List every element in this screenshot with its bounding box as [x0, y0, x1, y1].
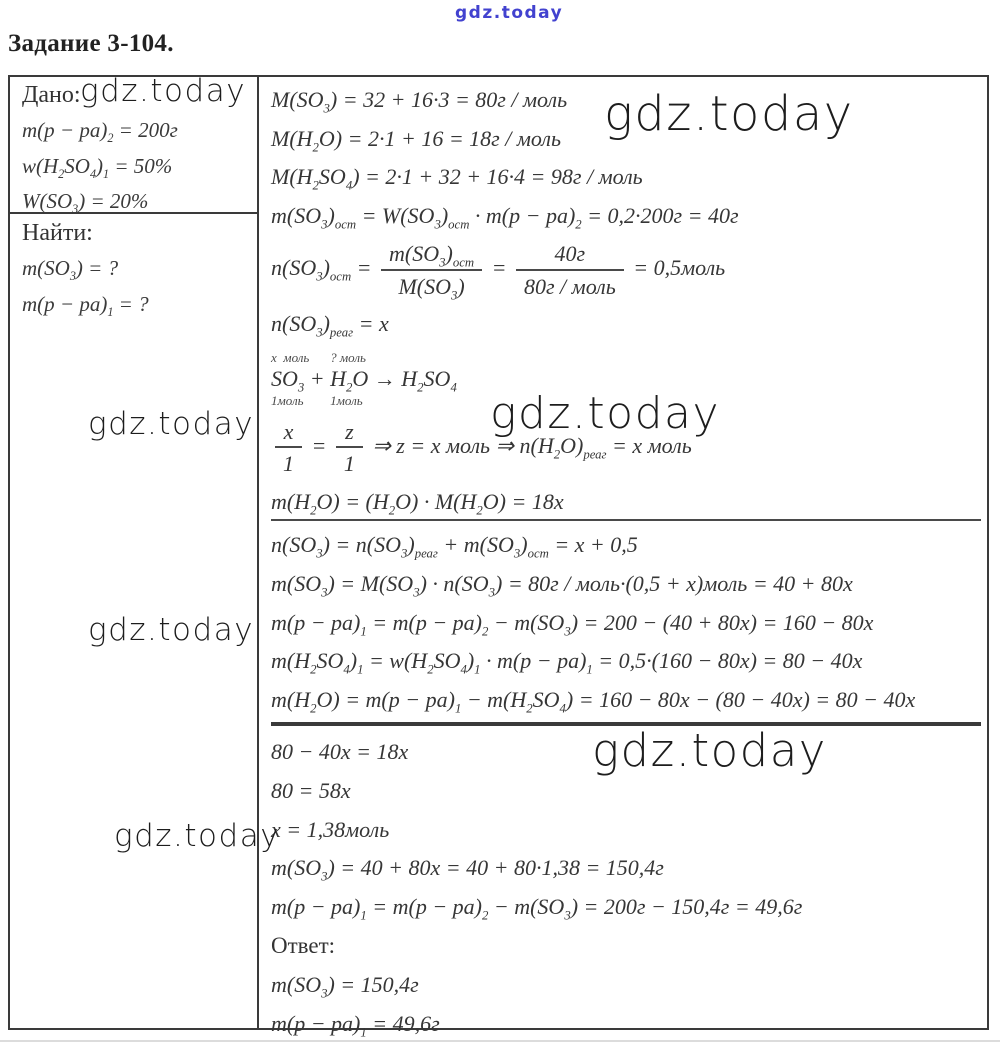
- subscript: 4: [559, 701, 566, 716]
- formula-text: $n(SO_3)_{реаг} = x$: [271, 311, 389, 340]
- formula-text: 80г / моль: [523, 273, 616, 299]
- subscript: 1: [107, 304, 114, 319]
- formula-text: $w(H_2SO_4)_1 = 50\%$: [22, 153, 173, 181]
- moles-label-below: 1моль: [330, 392, 363, 408]
- formula-text: 40г: [554, 241, 586, 267]
- subscript: 2: [526, 701, 533, 716]
- moles-label-below: 1моль: [271, 392, 304, 408]
- formula-text: $m(p - pa)_1$ = ?: [22, 291, 149, 319]
- formula-text: $m(SO_3) = 150,4г$: [271, 972, 419, 1001]
- subscript: 3: [450, 288, 458, 303]
- find-section: [10, 214, 257, 317]
- formula-text: → $H_2SO_4$: [368, 366, 457, 395]
- reaction-term: [271, 350, 330, 409]
- formula-text: $W(SO_3) = 20\%$: [22, 188, 149, 217]
- formula-text: = 0,5моль: [627, 255, 726, 281]
- formula-line: [271, 609, 981, 638]
- subscript: 1: [360, 908, 367, 923]
- subscript: ост: [527, 546, 549, 561]
- reaction-term-formula: [330, 366, 369, 395]
- subscript: 2: [310, 503, 317, 518]
- subscript: 3: [321, 869, 328, 884]
- formula-line: [271, 488, 981, 522]
- fraction-numerator: [336, 418, 363, 449]
- formula-line: [271, 893, 981, 922]
- formula-line: [271, 418, 981, 478]
- formula-text: 1: [343, 451, 355, 477]
- subscript: 3: [321, 217, 328, 232]
- formula-text: $SO_3$ +: [271, 366, 331, 395]
- formula-text: $m(H_2O) = m(p - pa)_1 - m(H_2SO_4) = 160 - 80x - (80 - 40x) = 80 - 40x$: [271, 686, 916, 716]
- subscript: 3: [564, 908, 571, 923]
- fraction-denominator: [516, 271, 624, 301]
- fraction-denominator: [381, 271, 482, 301]
- subscript: 3: [69, 269, 76, 284]
- formula-line: [271, 931, 981, 961]
- formula-line: [271, 570, 981, 599]
- subscript: 3: [316, 325, 323, 340]
- given-lines: [22, 108, 247, 217]
- formula-text: $M(SO_3)$: [398, 273, 465, 303]
- subscript: 3: [400, 546, 408, 561]
- page-title: Задание 3-104.: [8, 30, 174, 57]
- formula-text: x = 1,38моль: [271, 816, 390, 842]
- watermark-text: gdz.today: [88, 612, 255, 648]
- formula-text: $M(H_2O) = 2\cdot 1 + 16 = 18г$ / моль: [271, 125, 561, 154]
- subscript: 2: [58, 166, 65, 181]
- subscript: 3: [513, 546, 521, 561]
- formula-line: [22, 291, 247, 317]
- fraction: [336, 418, 363, 478]
- formula-line: [271, 86, 981, 115]
- watermark-text: gdz.today: [114, 818, 281, 854]
- given-label: Дано:: [22, 82, 81, 108]
- formula-text: $m(SO_3)$ = ?: [22, 256, 119, 284]
- formula-text: 80 = 58x: [271, 778, 351, 804]
- formula-text: z: [345, 418, 354, 444]
- scan-shadow-line: [0, 1040, 1000, 1042]
- double-rule: [271, 722, 981, 726]
- left-column: [10, 77, 259, 1028]
- subscript: 1: [360, 624, 367, 639]
- formula-text: $M(SO_3) = 32 + 16\cdot 3 = 80г$ / моль: [271, 87, 568, 116]
- formula-line: [271, 647, 981, 676]
- formula-text: $H_2O$: [330, 366, 369, 395]
- formula-line: [271, 202, 981, 231]
- formula-text: ⇒ z = x моль ⇒ $n(H_2O)_{реаг} = x$ моль: [366, 432, 692, 462]
- formula-text: $m(H_2O) = (H_2O) \cdot M(H_2O) = 18x$: [271, 488, 564, 518]
- subscript: 4: [460, 662, 467, 677]
- fraction-numerator: [381, 240, 482, 271]
- formula-text: $m(p - pa)_1 = m(p - pa)_2 - m(SO_3) = 200 - (40 + 80x) = 160 - 80x$: [271, 609, 874, 639]
- formula-line: [271, 531, 981, 560]
- formula-line: [271, 163, 981, 192]
- subscript: 2: [553, 447, 561, 462]
- reaction-term-formula: [271, 366, 331, 395]
- subscript: 4: [89, 166, 97, 181]
- subscript: 2: [575, 217, 582, 232]
- given-section: [10, 77, 257, 217]
- fraction-numerator: [275, 418, 302, 449]
- subscript: 3: [413, 585, 420, 600]
- moles-label-above: x моль: [271, 349, 310, 365]
- formula-text: =: [306, 432, 332, 458]
- reaction-equation: [271, 350, 981, 409]
- moles-label-above: ? моль: [330, 349, 366, 365]
- subscript: 2: [476, 503, 483, 518]
- formula-line: [271, 125, 981, 154]
- subscript: ост: [329, 269, 352, 284]
- subscript: 3: [439, 255, 446, 270]
- formula-text: $m(p - pa)_2 = 200г$: [22, 118, 178, 146]
- formula-text: x: [283, 418, 294, 444]
- formula-text: $m(SO_3)_{ост} = W(SO_3)_{ост} \cdot m(p - pa)_2 = 0,2\cdot 200г = 40г$: [271, 202, 739, 232]
- subscript: 2: [417, 380, 424, 395]
- subscript: 2: [310, 662, 317, 677]
- formula-text: $m(p - pa)_1 = m(p - pa)_2 - m(SO_3) = 200г - 150,4г = 49,6г$: [271, 893, 803, 923]
- subscript: 3: [297, 380, 305, 395]
- subscript: 3: [316, 269, 323, 284]
- watermark-text: gdz.today: [455, 3, 564, 23]
- formula-line: [271, 1010, 981, 1039]
- formula-line: [22, 255, 247, 284]
- formula-line: [271, 738, 981, 767]
- watermark-text: gdz.today: [80, 73, 247, 109]
- formula-line: [271, 971, 981, 1000]
- formula-line: [271, 240, 981, 303]
- subscript: 1: [357, 662, 364, 677]
- subscript: 2: [310, 701, 317, 716]
- formula-line: [271, 310, 981, 339]
- subscript: 4: [450, 380, 457, 395]
- subscript: 4: [345, 178, 353, 193]
- subscript: 3: [321, 986, 328, 1001]
- moles-label-above: [368, 350, 371, 366]
- formula-line: [271, 854, 981, 883]
- fraction: [275, 418, 302, 478]
- subscript: 3: [316, 546, 323, 561]
- subscript: 3: [323, 101, 330, 116]
- solution-column: [259, 77, 987, 1040]
- find-lines: [22, 246, 247, 317]
- watermark-text: gdz.today: [604, 86, 854, 142]
- subscript: 2: [482, 624, 489, 639]
- subscript: 3: [434, 217, 441, 232]
- fraction-numerator: [516, 240, 624, 271]
- subscript: реаг: [583, 447, 607, 462]
- subscript: 2: [482, 908, 489, 923]
- subscript: ост: [334, 217, 357, 232]
- formula-text: $m(SO_3) = 40 + 80x = 40 + 80\cdot 1,38 = 150,4г$: [271, 855, 664, 884]
- formula-line: [271, 816, 981, 845]
- subscript: 3: [564, 624, 571, 639]
- formula-text: $m(H_2SO_4)_1 = w(H_2SO_4)_1 \cdot m(p - pa)_1 = 0,5\cdot(160 - 80x) = 80 - 40x$: [271, 648, 863, 677]
- reaction-term: [368, 350, 457, 409]
- formula-text: 80 − 40x = 18x: [271, 739, 409, 765]
- subscript: 4: [343, 662, 350, 677]
- subscript: 1: [454, 701, 462, 716]
- subscript: 3: [321, 585, 328, 600]
- subscript: реаг: [329, 325, 354, 340]
- formula-line: [271, 777, 981, 806]
- formula-text: $m(SO_3)_{ост}$: [389, 241, 475, 270]
- fraction: [381, 240, 482, 303]
- subscript: 2: [427, 662, 434, 677]
- formula-text: $n(SO_3)_{ост}$ =: [271, 255, 378, 284]
- formula-line: [22, 117, 247, 146]
- watermark-text: gdz.today: [592, 724, 827, 777]
- subscript: 1: [103, 166, 110, 181]
- fraction-denominator: [275, 448, 302, 478]
- formula-text: 1: [283, 451, 294, 477]
- formula-text: =: [486, 255, 512, 281]
- formula-text: $m(SO_3) = M(SO_3) \cdot n(SO_3) = 80г$ / моль·(0,5 + x)моль = 40 + 80x: [271, 571, 853, 600]
- fraction: [516, 240, 624, 300]
- formula-line: [22, 188, 247, 217]
- subscript: 2: [312, 139, 319, 154]
- solution-table: [8, 75, 989, 1040]
- formula-line: [271, 686, 981, 715]
- subscript: ост: [452, 255, 475, 270]
- find-label: Найти:: [22, 220, 93, 246]
- subscript: 1: [360, 1025, 367, 1040]
- formula-text: $M(H_2SO_4) = 2\cdot 1 + 32 + 16\cdot 4 = 98г$ / моль: [271, 164, 643, 193]
- moles-label-below: [368, 393, 371, 409]
- watermark-text: gdz.today: [88, 406, 255, 442]
- watermark-text: gdz.today: [490, 388, 721, 439]
- formula-text: Ответ:: [271, 933, 336, 959]
- fraction-denominator: [336, 448, 363, 478]
- subscript: 2: [388, 503, 396, 518]
- reaction-term-formula: [368, 366, 457, 395]
- subscript: 2: [346, 380, 353, 395]
- subscript: 1: [586, 662, 593, 677]
- subscript: 2: [312, 178, 319, 193]
- formula-line: [22, 153, 247, 179]
- subscript: реаг: [414, 546, 438, 561]
- reaction-term: [330, 350, 368, 409]
- subscript: 1: [474, 662, 481, 677]
- formula-text: $m(p - pa)_1 = 49,6г$: [271, 1010, 440, 1040]
- subscript: 2: [107, 131, 114, 146]
- subscript: 3: [488, 585, 495, 600]
- subscript: 3: [72, 202, 79, 217]
- subscript: ост: [448, 217, 470, 232]
- formula-text: $n(SO_3) = n(SO_3)_{реаг} + m(SO_3)_{ост} = x + 0,5$: [271, 532, 638, 561]
